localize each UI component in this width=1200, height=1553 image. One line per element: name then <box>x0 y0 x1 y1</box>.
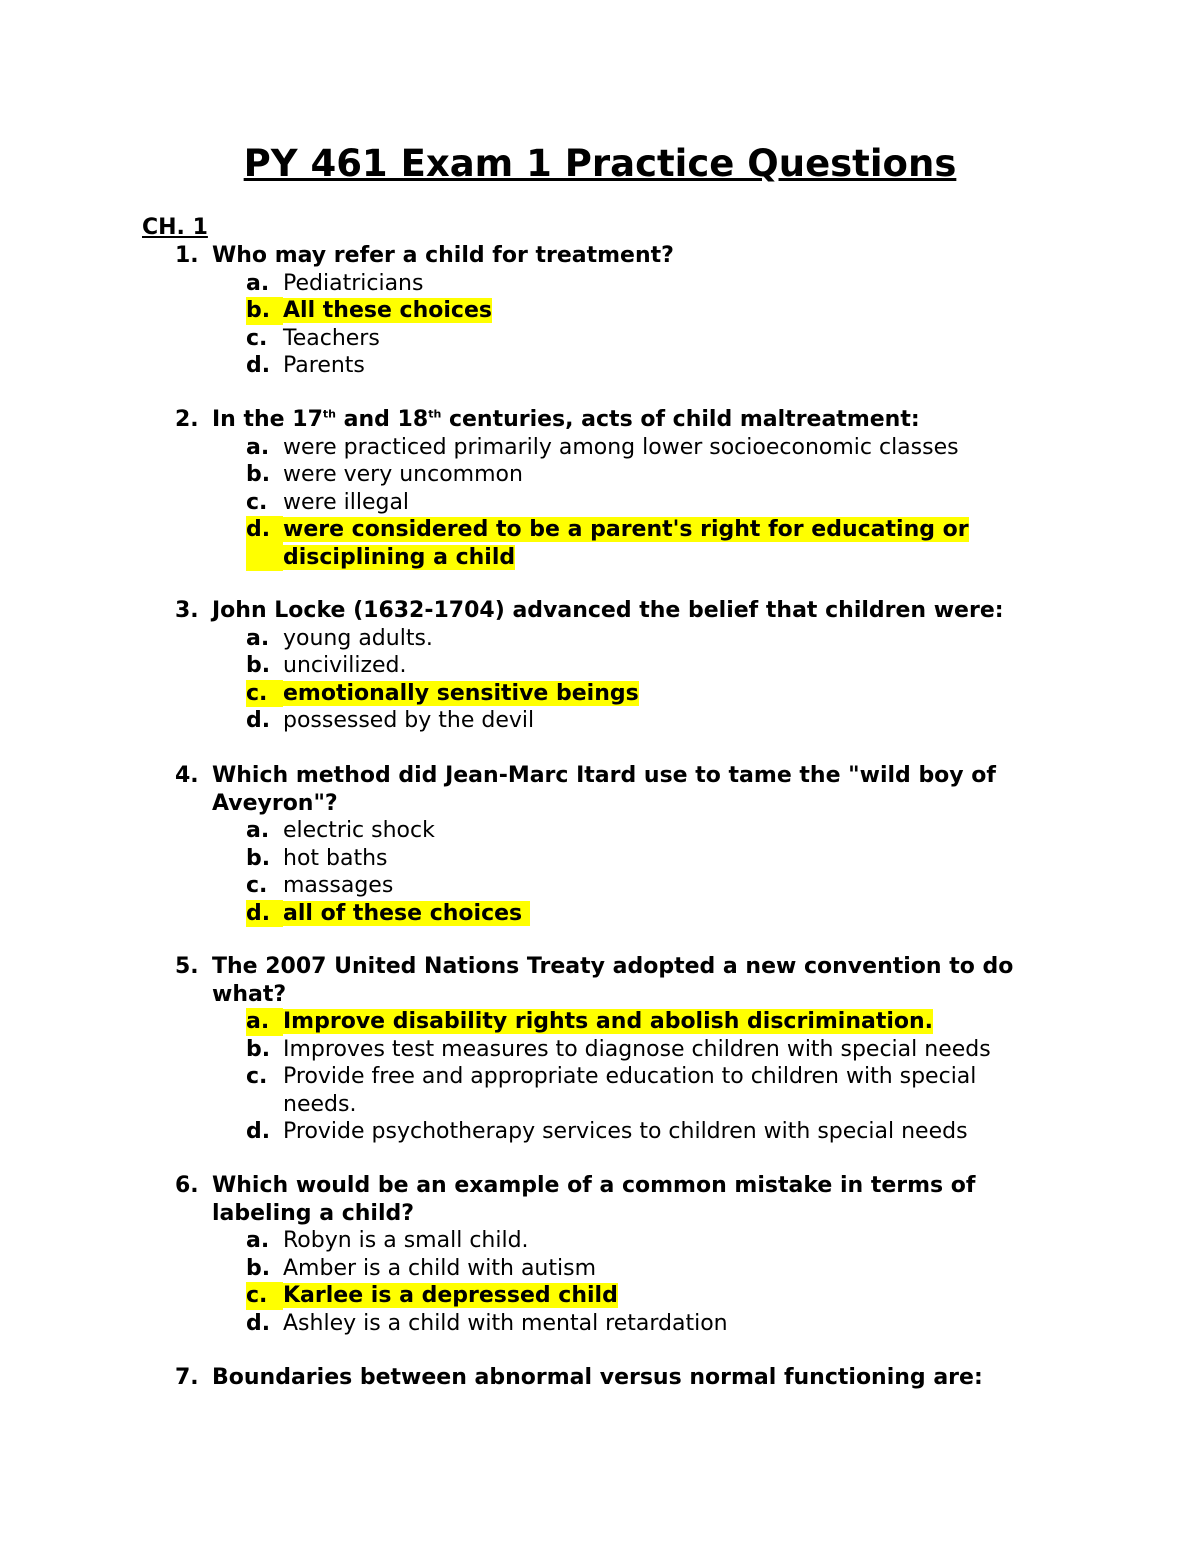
question-stem <box>175 1172 1075 1227</box>
question-stem <box>175 953 1075 1008</box>
question-stem <box>175 242 1075 270</box>
option-text: were practiced primarily among lower socioeconomic classes <box>283 434 959 460</box>
option-text: electric shock <box>283 818 435 843</box>
option-letter: d. <box>246 516 283 571</box>
answer-option <box>246 434 1075 462</box>
answer-option <box>246 270 1075 298</box>
highlighted-answer: All these choices <box>283 298 492 323</box>
question-2 <box>175 406 1075 571</box>
option-letter: b. <box>246 462 271 487</box>
page-title: PY 461 Exam 1 Practice Questions <box>243 142 957 185</box>
option-text: possessed by the devil <box>283 708 535 733</box>
answer-option <box>246 461 1075 489</box>
option-text: massages <box>283 873 394 898</box>
question-7 <box>175 1364 1075 1392</box>
highlighted-answer: Improve disability rights and abolish discrimination. <box>283 1009 934 1034</box>
answer-option <box>246 352 1075 380</box>
answer-option <box>246 325 1075 353</box>
option-text: Robyn is a small child. <box>283 1228 529 1253</box>
answer-option <box>246 1036 1075 1064</box>
option-letter: d. <box>246 1310 271 1336</box>
question-stem <box>175 762 1075 817</box>
option-text: uncivilized. <box>283 653 407 678</box>
option-letter: d. <box>246 1119 271 1144</box>
question-stem <box>175 406 1075 434</box>
question-number: 1. <box>175 243 199 268</box>
question-text: The 2007 United Nations Treaty adopted a new convention to do what? <box>212 954 1014 1007</box>
answer-options <box>175 434 1075 572</box>
answer-option <box>246 1255 1075 1283</box>
option-text: hot baths <box>283 845 388 871</box>
question-5 <box>175 953 1075 1146</box>
answer-option-correct <box>246 516 1075 571</box>
option-letter: d. <box>246 900 283 928</box>
question-number: 6. <box>175 1173 199 1198</box>
option-letter: a. <box>246 818 270 843</box>
question-text: Who may refer a child for treatment? <box>212 243 674 268</box>
option-text: Amber is a child with autism <box>283 1255 597 1281</box>
option-text: young adults. <box>283 625 433 651</box>
option-letter: c. <box>246 1064 268 1089</box>
option-letter: a. <box>246 1008 283 1036</box>
question-number: 2. <box>175 407 199 432</box>
highlighted-answer: emotionally sensitive beings <box>283 680 639 706</box>
option-letter: a. <box>246 270 270 296</box>
option-text: were illegal <box>283 489 410 515</box>
answer-options <box>175 270 1075 380</box>
option-letter: b. <box>246 1036 271 1062</box>
option-letter: b. <box>246 297 283 325</box>
option-text: Ashley is a child with mental retardation <box>283 1310 728 1336</box>
option-text: Pediatricians <box>283 270 424 296</box>
question-1 <box>175 242 1075 380</box>
option-letter: b. <box>246 653 271 678</box>
answer-options <box>175 817 1075 927</box>
answer-options <box>175 1008 1075 1146</box>
question-number: 4. <box>175 763 199 788</box>
answer-options <box>175 625 1075 735</box>
question-text: John Locke (1632-1704) advanced the belief that children were: <box>212 598 1004 623</box>
answer-option-correct <box>246 297 1075 325</box>
option-letter: b. <box>246 845 271 871</box>
answer-option <box>246 872 1075 900</box>
highlighted-answer: Karlee is a depressed child <box>283 1283 618 1308</box>
question-text: Boundaries between abnormal versus normal functioning are: <box>212 1365 983 1390</box>
option-letter: c. <box>246 1282 283 1310</box>
answer-option-correct <box>246 1008 1075 1036</box>
question-stem <box>175 597 1075 625</box>
answer-option <box>246 1310 1075 1338</box>
answer-options <box>175 1227 1075 1337</box>
answer-option <box>246 707 1075 735</box>
question-stem <box>175 1364 1075 1392</box>
option-letter: a. <box>246 1228 270 1253</box>
answer-option <box>246 652 1075 680</box>
option-letter: d. <box>246 708 271 733</box>
option-text: Teachers <box>283 325 380 351</box>
chapter-heading: CH. 1 <box>142 215 208 240</box>
option-letter: c. <box>246 325 268 351</box>
question-4 <box>175 762 1075 927</box>
option-letter: c. <box>246 873 268 898</box>
answer-option <box>246 1118 1075 1146</box>
question-text: Which method did Jean-Marc Itard use to tame the "wild boy of Aveyron"? <box>212 763 996 816</box>
option-text: Provide psychotherapy services to children with special needs <box>283 1119 968 1144</box>
highlighted-answer: all of these choices <box>283 900 530 926</box>
option-letter: c. <box>246 680 283 708</box>
answer-option-correct <box>246 1282 1075 1310</box>
question-text: In the 17th and 18th centuries, acts of child maltreatment: <box>212 407 920 432</box>
question-text: Which would be an example of a common mistake in terms of labeling a child? <box>212 1173 976 1226</box>
option-letter: b. <box>246 1255 271 1281</box>
question-number: 3. <box>175 598 199 623</box>
answer-option <box>246 1227 1075 1255</box>
option-letter: c. <box>246 489 268 515</box>
answer-option <box>246 625 1075 653</box>
answer-option <box>246 1063 1075 1118</box>
answer-option <box>246 489 1075 517</box>
option-letter: a. <box>246 625 270 651</box>
option-letter: d. <box>246 353 271 378</box>
question-3 <box>175 597 1075 735</box>
highlighted-answer: were considered to be a parent's right for educating or disciplining a child <box>283 517 969 570</box>
option-text: Improves test measures to diagnose children with special needs <box>283 1036 991 1062</box>
answer-option-correct <box>246 900 1075 928</box>
option-letter: a. <box>246 434 270 460</box>
question-6 <box>175 1172 1075 1337</box>
question-number: 7. <box>175 1365 199 1390</box>
answer-option <box>246 817 1075 845</box>
answer-option <box>246 845 1075 873</box>
option-text: were very uncommon <box>283 462 523 487</box>
answer-option-correct <box>246 680 1075 708</box>
option-text: Provide free and appropriate education to children with special needs. <box>283 1064 977 1117</box>
question-number: 5. <box>175 954 199 979</box>
option-text: Parents <box>283 353 365 378</box>
